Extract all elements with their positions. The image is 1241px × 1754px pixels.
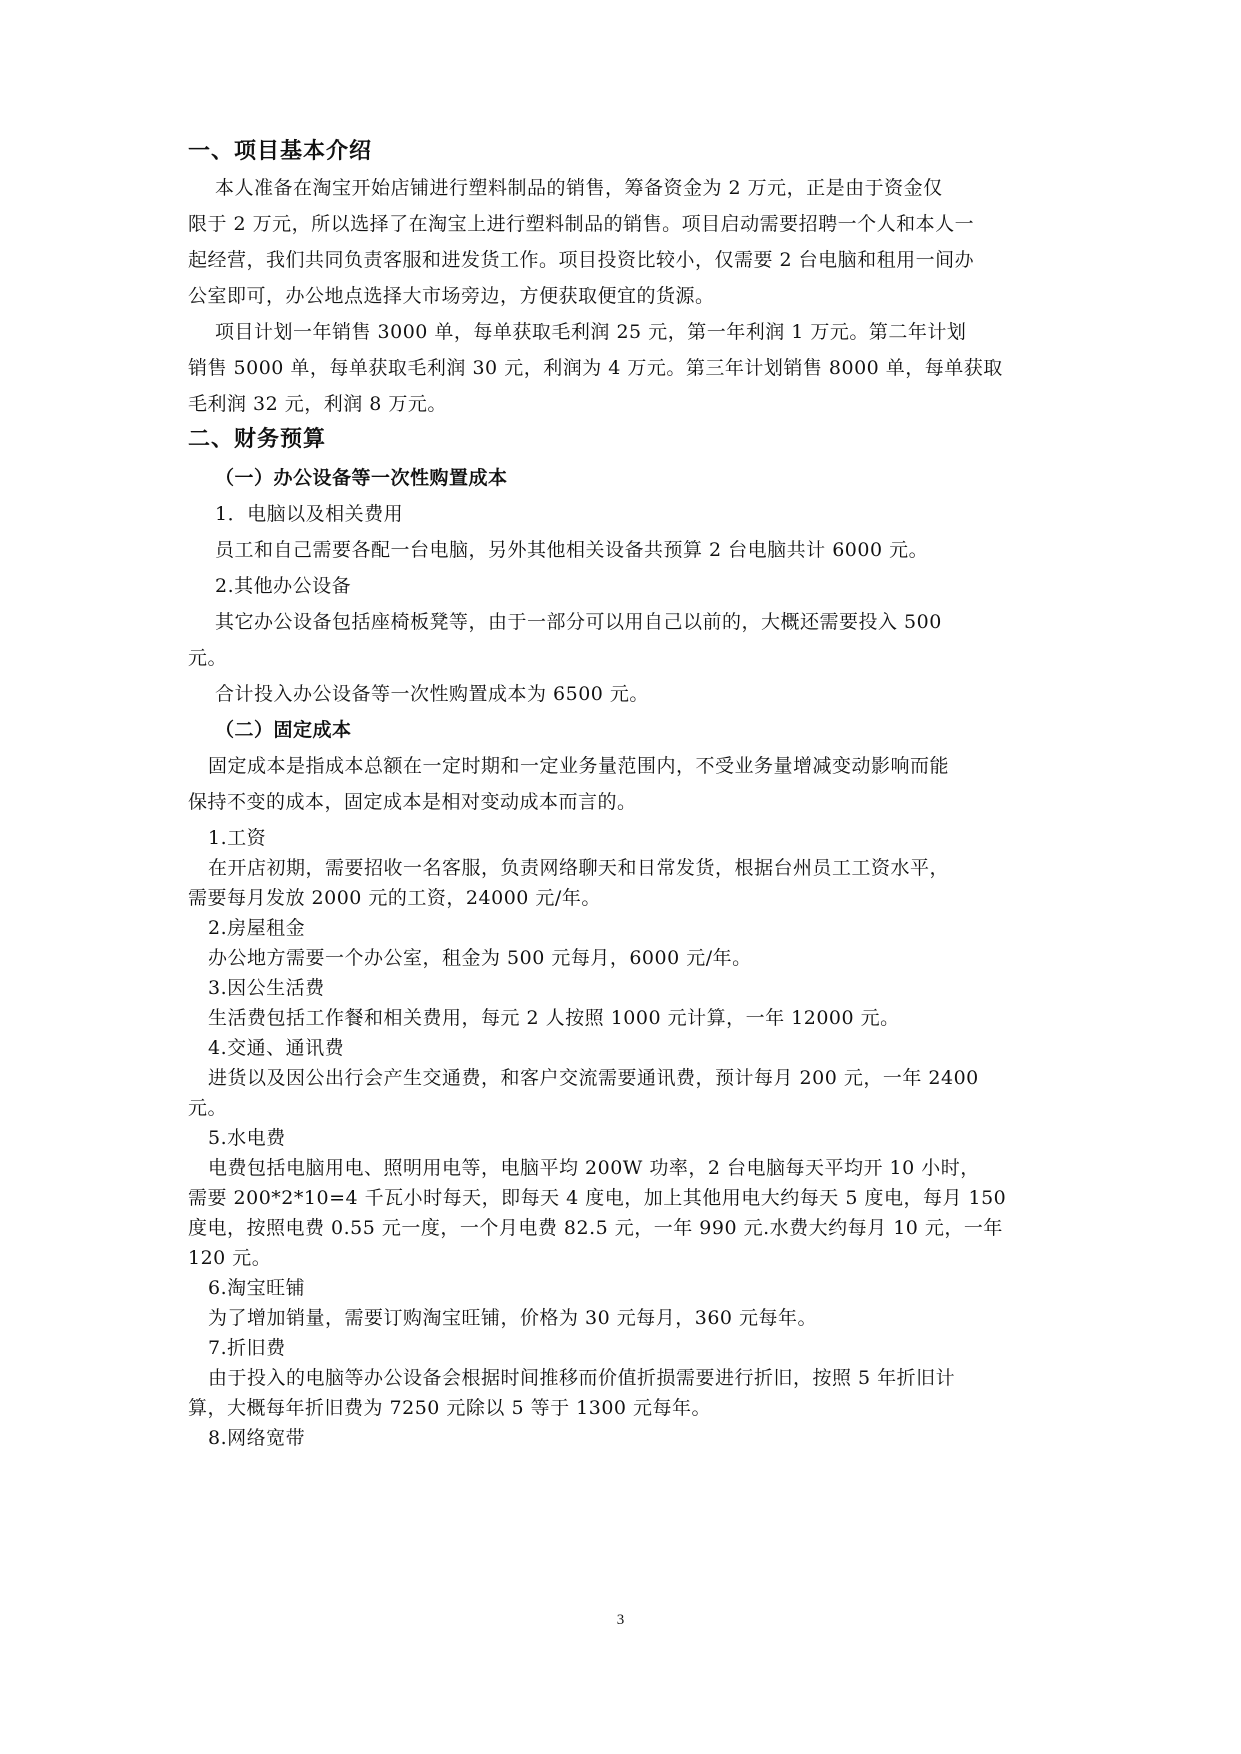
item5-text-line2: 需要 200*2*10=4 千瓦小时每天，即每天 4 度电，加上其他用电大约每天 5 度电，每月 150	[188, 1187, 1007, 1209]
section1-paragraph1-line3: 起经营，我们共同负责客服和进发货工作。项目投资比较小，仅需要 2 台电脑和租用一间办	[188, 249, 975, 271]
section1-paragraph2-line2: 销售 5000 单，每单获取毛利润 30 元，利润为 4 万元。第三年计划销售 8000 单，每单获取	[188, 357, 1003, 379]
item5-title: 5.水电费	[208, 1127, 286, 1149]
item1-text-line1: 在开店初期，需要招收一名客服，负责网络聊天和日常发货，根据台州员工工资水平，	[208, 857, 950, 879]
sub2-intro-line2: 保持不变的成本，固定成本是相对变动成本而言的。	[188, 791, 637, 813]
item5-text-line4: 120 元。	[188, 1247, 272, 1269]
section1-paragraph1-line1: 本人准备在淘宝开始店铺进行塑料制品的销售，筹备资金为 2 万元，正是由于资金仅	[215, 177, 943, 199]
subsection1-heading: （一）办公设备等一次性购置成本	[215, 467, 508, 489]
item4-text-line1: 进货以及因公出行会产生交通费，和客户交流需要通讯费，预计每月 200 元，一年 2400	[208, 1067, 979, 1089]
item4-text-line2: 元。	[188, 1097, 228, 1119]
item2-text-line1: 办公地方需要一个办公室，租金为 500 元每月，6000 元/年。	[208, 947, 752, 969]
item3-title: 3.因公生活费	[208, 977, 325, 999]
sub1-item1-title: 1．电脑以及相关费用	[215, 503, 404, 525]
sub1-item2-text-line1: 其它办公设备包括座椅板凳等，由于一部分可以用自己以前的，大概还需要投入 500	[215, 611, 942, 633]
section2-heading: 二、财务预算	[188, 427, 327, 452]
item7-text-line1: 由于投入的电脑等办公设备会根据时间推移而价值折损需要进行折旧，按照 5 年折旧计	[208, 1367, 956, 1389]
item1-text-line2: 需要每月发放 2000 元的工资，24000 元/年。	[188, 887, 601, 909]
page-number: 3	[616, 1612, 625, 1628]
sub1-item2-title: 2.其他办公设备	[215, 575, 352, 597]
item2-title: 2.房屋租金	[208, 917, 306, 939]
section1-paragraph2-line1: 项目计划一年销售 3000 单，每单获取毛利润 25 元，第一年利润 1 万元。第二年计划	[215, 321, 967, 343]
item6-title: 6.淘宝旺铺	[208, 1277, 306, 1299]
sub1-item2-text-line2: 元。	[188, 647, 228, 669]
item4-title: 4.交通、通讯费	[208, 1037, 345, 1059]
sub1-total: 合计投入办公设备等一次性购置成本为 6500 元。	[215, 683, 649, 705]
section1-paragraph1-line4: 公室即可，办公地点选择大市场旁边，方便获取便宜的货源。	[188, 285, 715, 307]
section1-paragraph2-line3: 毛利润 32 元，利润 8 万元。	[188, 393, 447, 415]
item5-text-line3: 度电，按照电费 0.55 元一度，一个月电费 82.5 元，一年 990 元.水费大约每月 10 元，一年	[188, 1217, 1003, 1239]
item7-text-line2: 算，大概每年折旧费为 7250 元除以 5 等于 1300 元每年。	[188, 1397, 712, 1419]
sub2-intro-line1: 固定成本是指成本总额在一定时期和一定业务量范围内，不受业务量增减变动影响而能	[208, 755, 950, 777]
item5-text-line1: 电费包括电脑用电、照明用电等，电脑平均 200W 功率，2 台电脑每天平均开 10 小时，	[208, 1157, 980, 1179]
item8-title: 8.网络宽带	[208, 1427, 306, 1449]
item7-title: 7.折旧费	[208, 1337, 286, 1359]
section1-heading: 一、项目基本介绍	[188, 139, 373, 164]
item3-text-line1: 生活费包括工作餐和相关费用，每元 2 人按照 1000 元计算，一年 12000 元。	[208, 1007, 900, 1029]
section1-paragraph1-line2: 限于 2 万元，所以选择了在淘宝上进行塑料制品的销售。项目启动需要招聘一个人和本人一	[188, 213, 975, 235]
sub1-item1-text: 员工和自己需要各配一台电脑，另外其他相关设备共预算 2 台电脑共计 6000 元。	[215, 539, 929, 561]
subsection2-heading: （二）固定成本	[215, 719, 352, 741]
item1-title: 1.工资	[208, 827, 267, 849]
item6-text-line1: 为了增加销量，需要订购淘宝旺铺，价格为 30 元每月，360 元每年。	[208, 1307, 818, 1329]
